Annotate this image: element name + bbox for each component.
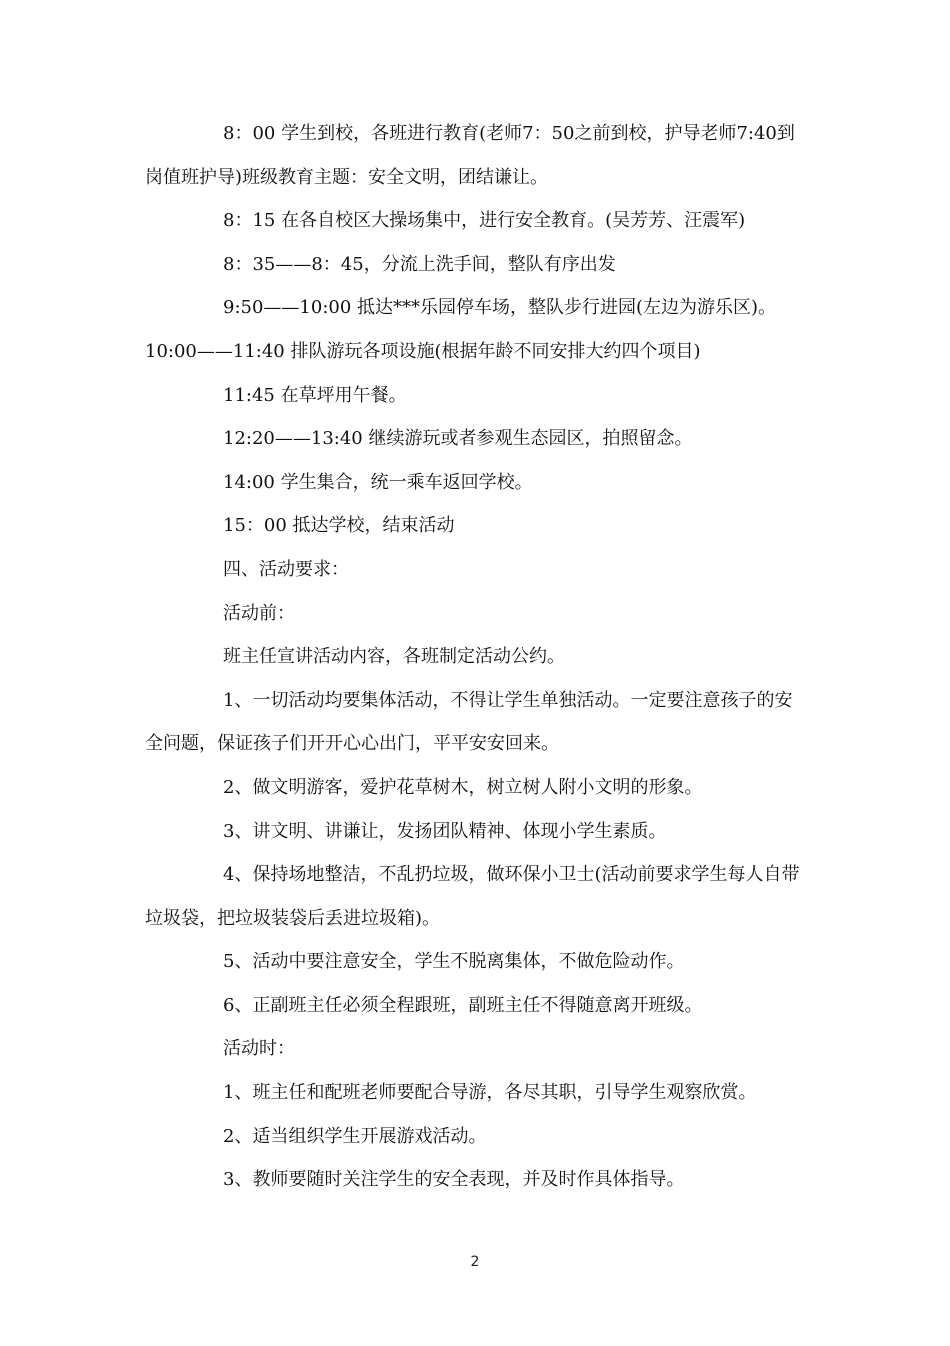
- during-item-1: 1、班主任和配班老师要配合导游，各尽其职，引导学生观察欣赏。: [223, 1082, 757, 1104]
- requirement-item-5: 5、活动中要注意安全，学生不脱离集体，不做危险动作。: [223, 951, 685, 973]
- requirement-item-4: 4、保持场地整洁，不乱扔垃圾，做环保小卫士(活动前要求学生每人自带垃圾袋，把垃圾装袋后丢进垃圾箱)。: [145, 864, 800, 929]
- schedule-assembly: 8：15 在各自校区大操场集中，进行安全教育。(吴芳芳、汪震军): [223, 210, 746, 232]
- requirement-item-2: 2、做文明游客，爱护花草树木，树立树人附小文明的形象。: [223, 776, 703, 798]
- schedule-arrival: 8：00 学生到校，各班进行教育(老师7：50之前到校，护导老师7:40到岗值班护导)班级教育主题：安全文明，团结谦让。: [145, 123, 795, 188]
- document-body: [145, 112, 807, 1202]
- subheading-during-activity: 活动时：: [223, 1038, 295, 1060]
- subheading-before-activity: 活动前：: [223, 602, 295, 624]
- schedule-afternoon: 12:20——13:40 继续游玩或者参观生态园区，拍照留念。: [223, 428, 693, 450]
- schedule-departure: 8：35——8：45，分流上洗手间，整队有序出发: [223, 253, 616, 275]
- requirement-item-3: 3、讲文明、讲谦让，发扬团队精神、体现小学生素质。: [223, 820, 667, 842]
- during-item-2: 2、适当组织学生开展游戏活动。: [223, 1125, 487, 1147]
- requirement-item-6: 6、正副班主任必须全程跟班，副班主任不得随意离开班级。: [223, 994, 703, 1016]
- schedule-park-arrival: 9:50——10:00 抵达***乐园停车场，整队步行进园(左边为游乐区)。: [223, 297, 777, 319]
- requirement-intro: 班主任宣讲活动内容，各班制定活动公约。: [223, 646, 565, 668]
- requirement-item-1: 1、一切活动均要集体活动，不得让学生单独活动。一定要注意孩子的安全问题，保证孩子们开开心心出门，平平安安回来。: [145, 689, 793, 755]
- schedule-gather: 14:00 学生集合，统一乘车返回学校。: [223, 471, 533, 493]
- schedule-return: 15：00 抵达学校，结束活动: [223, 515, 455, 537]
- schedule-lunch: 11:45 在草坪用午餐。: [223, 384, 407, 406]
- schedule-rides: 10:00——11:40 排队游玩各项设施(根据年龄不同安排大约四个项目): [145, 340, 701, 362]
- section-heading-requirements: 四、活动要求：: [223, 558, 349, 580]
- during-item-3: 3、教师要随时关注学生的安全表现，并及时作具体指导。: [223, 1169, 685, 1191]
- page-number: 2: [470, 1254, 480, 1270]
